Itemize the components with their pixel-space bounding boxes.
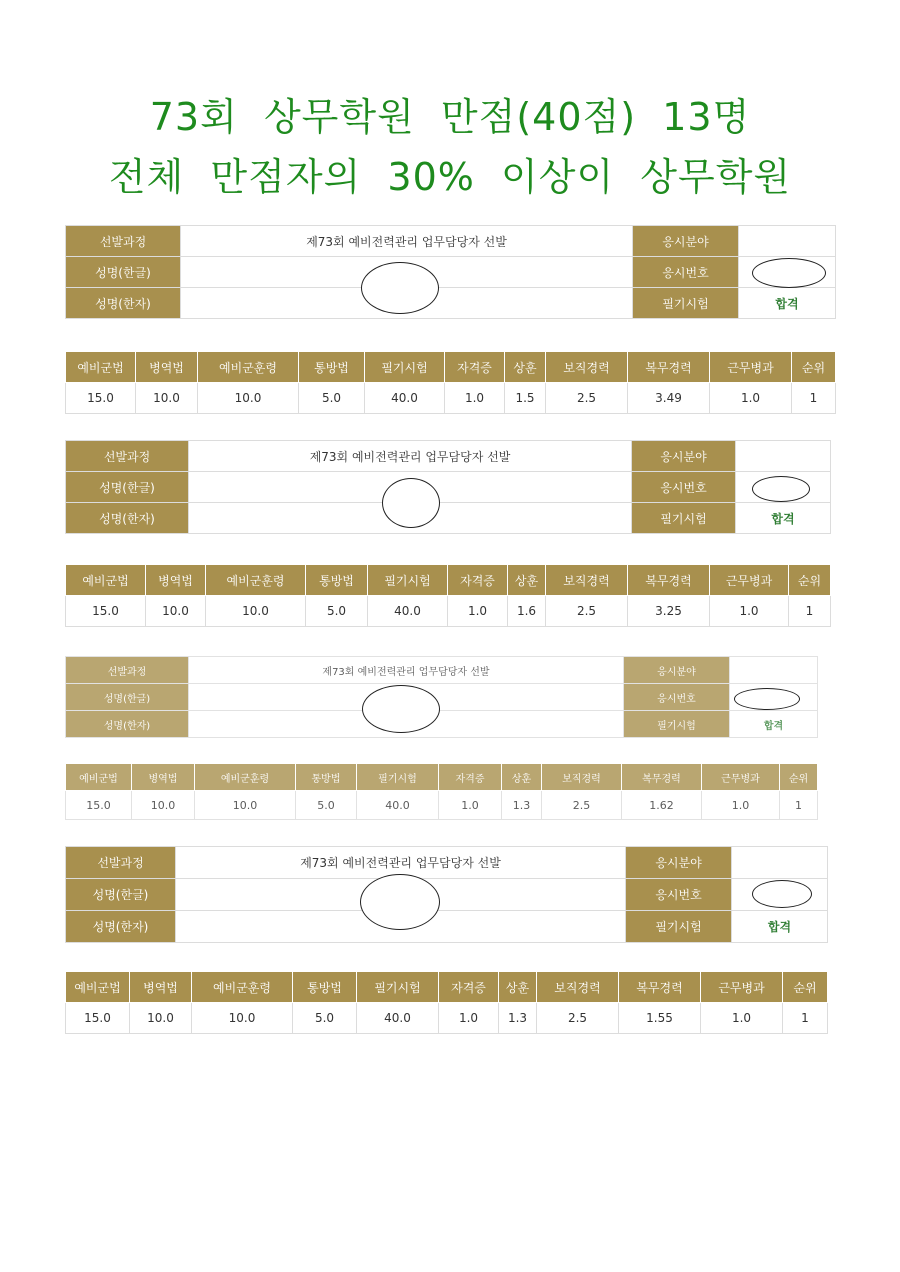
score-service-career: 3.49 [628, 383, 710, 414]
course-value: 제73회 예비전력관리 업무담당자 선발 [181, 226, 633, 257]
score-military-law: 10.0 [136, 383, 198, 414]
header-reserve-law: 예비군법 [66, 972, 130, 1003]
header-position-career: 보직경력 [546, 352, 628, 383]
header-position-career: 보직경력 [546, 565, 628, 596]
header-rank: 순위 [789, 565, 831, 596]
score-position-career: 2.5 [542, 791, 622, 820]
record-1-scores [65, 351, 836, 414]
score-rank: 1 [789, 596, 831, 627]
field-label: 응시분야 [632, 441, 736, 472]
exam-number-label: 응시번호 [632, 472, 736, 503]
header-reserve-law: 예비군법 [66, 352, 136, 383]
score-comm-law: 5.0 [299, 383, 365, 414]
course-value: 제73회 예비전력관리 업무담당자 선발 [189, 441, 632, 472]
record-4 [65, 846, 828, 943]
score-award: 1.6 [508, 596, 546, 627]
headline-line-2: 전체 만점자의 30% 이상이 상무학원 [108, 155, 792, 199]
score-reserve-law: 15.0 [66, 383, 136, 414]
header-reserve-directive: 예비군훈령 [192, 972, 293, 1003]
name-hanja-label: 성명(한자) [66, 911, 176, 943]
header-award: 상훈 [502, 764, 542, 791]
course-label: 선발과정 [66, 226, 181, 257]
score-reserve-law: 15.0 [66, 596, 146, 627]
name-redaction-mask [362, 685, 440, 733]
written-exam-label: 필기시험 [632, 503, 736, 534]
headline-line-1: 73회 상무학원 만점(40점) 13명 [149, 95, 751, 139]
name-redaction-mask [361, 262, 439, 314]
field-value [736, 441, 831, 472]
record-2 [65, 440, 831, 534]
name-redaction-mask [360, 874, 440, 930]
score-position-career: 2.5 [546, 596, 628, 627]
name-hanja-label: 성명(한자) [66, 503, 189, 534]
course-label: 선발과정 [66, 441, 189, 472]
header-comm-law: 통방법 [296, 764, 357, 791]
header-rank: 순위 [792, 352, 836, 383]
score-award: 1.3 [502, 791, 542, 820]
header-written-exam: 필기시험 [365, 352, 445, 383]
exam-number-label: 응시번호 [633, 257, 739, 288]
written-exam-label: 필기시험 [633, 288, 739, 319]
score-certificate: 1.0 [448, 596, 508, 627]
header-certificate: 자격증 [448, 565, 508, 596]
header-position-career: 보직경력 [542, 764, 622, 791]
header-branch: 근무병과 [702, 764, 780, 791]
header-service-career: 복무경력 [628, 352, 710, 383]
header-position-career: 보직경력 [537, 972, 619, 1003]
written-exam-label: 필기시험 [626, 911, 732, 943]
score-comm-law: 5.0 [306, 596, 368, 627]
score-branch: 1.0 [702, 791, 780, 820]
header-certificate: 자격증 [439, 972, 499, 1003]
header-written-exam: 필기시험 [357, 972, 439, 1003]
score-military-law: 10.0 [132, 791, 195, 820]
record-2-scores [65, 564, 831, 627]
score-certificate: 1.0 [445, 383, 505, 414]
score-comm-law: 5.0 [296, 791, 357, 820]
header-comm-law: 통방법 [306, 565, 368, 596]
header-military-law: 병역법 [146, 565, 206, 596]
record-3 [65, 656, 818, 738]
score-position-career: 2.5 [546, 383, 628, 414]
header-written-exam: 필기시험 [357, 764, 439, 791]
field-value [739, 226, 836, 257]
score-written-exam: 40.0 [365, 383, 445, 414]
header-service-career: 복무경력 [619, 972, 701, 1003]
header-written-exam: 필기시험 [368, 565, 448, 596]
header-military-law: 병역법 [136, 352, 198, 383]
score-branch: 1.0 [710, 596, 789, 627]
applicant-info-table [65, 225, 836, 319]
score-rank: 1 [783, 1003, 828, 1034]
exam-number-label: 응시번호 [626, 879, 732, 911]
header-branch: 근무병과 [701, 972, 783, 1003]
score-reserve-directive: 10.0 [206, 596, 306, 627]
score-service-career: 3.25 [628, 596, 710, 627]
score-written-exam: 40.0 [368, 596, 448, 627]
course-label: 선발과정 [66, 657, 189, 684]
score-award: 1.5 [505, 383, 546, 414]
score-table [65, 763, 818, 820]
name-korean-label: 성명(한글) [66, 684, 189, 711]
score-written-exam: 40.0 [357, 1003, 439, 1034]
header-branch: 근무병과 [710, 352, 792, 383]
field-value [732, 847, 828, 879]
written-exam-result: 합격 [730, 711, 818, 738]
field-value [730, 657, 818, 684]
header-service-career: 복무경력 [622, 764, 702, 791]
exam-number-redaction-mask [752, 880, 812, 908]
header-reserve-directive: 예비군훈령 [195, 764, 296, 791]
header-comm-law: 통방법 [293, 972, 357, 1003]
header-reserve-law: 예비군법 [66, 565, 146, 596]
header-rank: 순위 [783, 972, 828, 1003]
header-comm-law: 통방법 [299, 352, 365, 383]
score-reserve-directive: 10.0 [192, 1003, 293, 1034]
score-award: 1.3 [499, 1003, 537, 1034]
score-service-career: 1.55 [619, 1003, 701, 1034]
header-award: 상훈 [505, 352, 546, 383]
score-reserve-law: 15.0 [66, 791, 132, 820]
score-certificate: 1.0 [439, 791, 502, 820]
course-value: 제73회 예비전력관리 업무담당자 선발 [189, 657, 624, 684]
score-table [65, 971, 828, 1034]
header-reserve-law: 예비군법 [66, 764, 132, 791]
course-value: 제73회 예비전력관리 업무담당자 선발 [176, 847, 626, 879]
score-military-law: 10.0 [146, 596, 206, 627]
name-korean-label: 성명(한글) [66, 257, 181, 288]
header-certificate: 자격증 [439, 764, 502, 791]
name-korean-label: 성명(한글) [66, 879, 176, 911]
name-redaction-mask [382, 478, 440, 528]
score-comm-law: 5.0 [293, 1003, 357, 1034]
score-written-exam: 40.0 [357, 791, 439, 820]
exam-number-redaction-mask [734, 688, 800, 710]
header-award: 상훈 [499, 972, 537, 1003]
name-korean-label: 성명(한글) [66, 472, 189, 503]
exam-number-redaction-mask [752, 258, 826, 288]
score-service-career: 1.62 [622, 791, 702, 820]
header-certificate: 자격증 [445, 352, 505, 383]
course-label: 선발과정 [66, 847, 176, 879]
header-award: 상훈 [508, 565, 546, 596]
score-table [65, 564, 831, 627]
score-branch: 1.0 [710, 383, 792, 414]
applicant-info-table [65, 846, 828, 943]
header-branch: 근무병과 [710, 565, 789, 596]
exam-number-label: 응시번호 [624, 684, 730, 711]
score-reserve-directive: 10.0 [195, 791, 296, 820]
header-reserve-directive: 예비군훈령 [198, 352, 299, 383]
score-rank: 1 [792, 383, 836, 414]
exam-number-redaction-mask [752, 476, 810, 502]
score-military-law: 10.0 [130, 1003, 192, 1034]
written-exam-result: 합격 [732, 911, 828, 943]
field-label: 응시분야 [624, 657, 730, 684]
written-exam-result: 합격 [739, 288, 836, 319]
header-reserve-directive: 예비군훈령 [206, 565, 306, 596]
score-position-career: 2.5 [537, 1003, 619, 1034]
field-label: 응시분야 [626, 847, 732, 879]
record-1 [65, 225, 836, 319]
score-reserve-law: 15.0 [66, 1003, 130, 1034]
header-military-law: 병역법 [130, 972, 192, 1003]
written-exam-label: 필기시험 [624, 711, 730, 738]
score-branch: 1.0 [701, 1003, 783, 1034]
score-table [65, 351, 836, 414]
name-hanja-label: 성명(한자) [66, 711, 189, 738]
score-certificate: 1.0 [439, 1003, 499, 1034]
field-label: 응시분야 [633, 226, 739, 257]
written-exam-result: 합격 [736, 503, 831, 534]
applicant-info-table [65, 440, 831, 534]
name-hanja-label: 성명(한자) [66, 288, 181, 319]
score-reserve-directive: 10.0 [198, 383, 299, 414]
record-3-scores [65, 763, 818, 820]
header-service-career: 복무경력 [628, 565, 710, 596]
applicant-info-table [65, 656, 818, 738]
record-4-scores [65, 971, 828, 1034]
score-rank: 1 [780, 791, 818, 820]
header-military-law: 병역법 [132, 764, 195, 791]
header-rank: 순위 [780, 764, 818, 791]
